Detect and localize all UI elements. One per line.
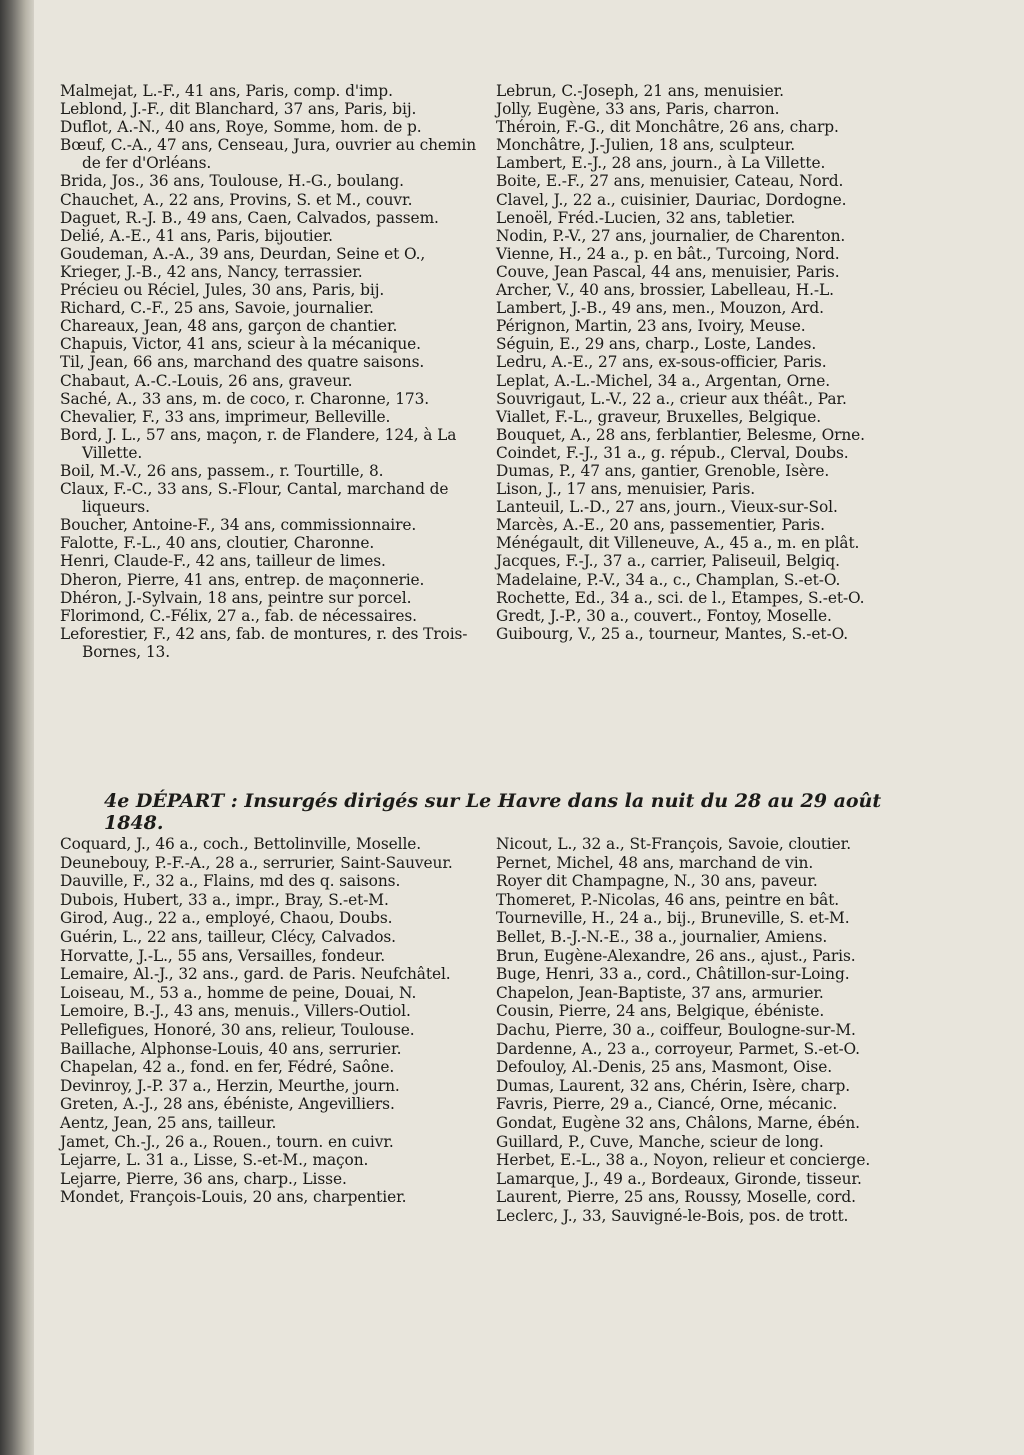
- list-entry: Pernet, Michel, 48 ans, marchand de vin.: [496, 853, 814, 872]
- list-entry: Chareaux, Jean, 48 ans, garçon de chantier.: [60, 317, 398, 336]
- list-entry: Mondet, François-Louis, 20 ans, charpentier.: [60, 1188, 407, 1207]
- list-entry: Coquard, J., 46 a., coch., Bettolinville, Moselle.: [60, 835, 422, 853]
- list-entry: Bord, J. L., 57 ans, maçon, r. de Flandere, 124, à La Villette.: [60, 425, 457, 462]
- list-entry: Rochette, Ed., 34 a., sci. de l., Etampes, S.-et-O.: [496, 588, 865, 607]
- list-entry: Royer dit Champagne, N., 30 ans, paveur.: [496, 872, 818, 891]
- list-entry: Boucher, Antoine-F., 34 ans, commissionnaire.: [60, 516, 417, 535]
- list-entry: Madelaine, P.-V., 34 a., c., Champlan, S.-et-O.: [496, 570, 841, 589]
- list-entry: Delié, A.-E., 41 ans, Paris, bijoutier.: [60, 226, 333, 245]
- list-entry: Tourneville, H., 24 a., bij., Bruneville, S. et-M.: [496, 909, 850, 928]
- list-entry: Falotte, F.-L., 40 ans, cloutier, Charonne.: [60, 534, 375, 553]
- list-entry: Dhéron, J.-Sylvain, 18 ans, peintre sur porcel.: [60, 588, 412, 607]
- list-entry: Duflot, A.-N., 40 ans, Roye, Somme, hom. de p.: [60, 118, 422, 137]
- list-entry: Lison, J., 17 ans, menuisier, Paris.: [496, 480, 756, 499]
- list-entry: Ledru, A.-E., 27 ans, ex-sous-officier, Paris.: [496, 353, 827, 372]
- list-entry: Horvatte, J.-L., 55 ans, Versailles, fondeur.: [60, 946, 385, 965]
- list-entry: Guérin, L., 22 ans, tailleur, Clécy, Calvados.: [60, 927, 396, 946]
- list-entry: Jamet, Ch.-J., 26 a., Rouen., tourn. en cuivr.: [60, 1132, 394, 1151]
- list-entry: Brida, Jos., 36 ans, Toulouse, H.-G., boulang.: [60, 172, 404, 191]
- list-entry: Marcès, A.-E., 20 ans, passementier, Paris.: [496, 516, 825, 535]
- list-entry: Dauville, F., 32 a., Flains, md des q. saisons.: [60, 872, 401, 891]
- list-entry: Defouloy, Al.-Denis, 25 ans, Masmont, Oise.: [496, 1058, 832, 1077]
- list-entry: Monchâtre, J.-Julien, 18 ans, sculpteur.: [496, 136, 796, 155]
- list-entry: Leforestier, F., 42 ans, fab. de montures, r. des Trois-Bornes, 13.: [60, 624, 468, 661]
- list-entry: Dachu, Pierre, 30 a., coiffeur, Boulogne-sur-M.: [496, 1020, 856, 1039]
- list-entry: Séguin, E., 29 ans, charp., Loste, Landes.: [496, 335, 817, 354]
- list-entry: Chauchet, A., 22 ans, Provins, S. et M., couvr.: [60, 190, 413, 209]
- top-section: [60, 82, 920, 661]
- list-entry: Dheron, Pierre, 41 ans, entrep. de maçonnerie.: [60, 570, 425, 589]
- list-entry: Jacques, F.-J., 37 a., carrier, Paliseuil, Belgiq.: [496, 552, 840, 571]
- list-entry: Boite, E.-F., 27 ans, menuisier, Cateau, Nord.: [496, 172, 844, 191]
- top-left-column: [60, 82, 484, 661]
- list-entry: Lambert, E.-J., 28 ans, journ., à La Villette.: [496, 154, 826, 173]
- list-entry: Coindet, F.-J., 31 a., g. répub., Clerval, Doubs.: [496, 443, 849, 462]
- list-entry: Malmejat, L.-F., 41 ans, Paris, comp. d'imp.: [60, 82, 393, 100]
- list-entry: Bouquet, A., 28 ans, ferblantier, Belesme, Orne.: [496, 425, 865, 444]
- list-entry: Lambert, J.-B., 49 ans, men., Mouzon, Ard.: [496, 299, 824, 318]
- list-entry: Leplat, A.-L.-Michel, 34 a., Argentan, Orne.: [496, 371, 831, 390]
- document-page: [34, 0, 1024, 1455]
- list-entry: Nodin, P.-V., 27 ans, journalier, de Charenton.: [496, 226, 846, 245]
- list-entry: Greten, A.-J., 28 ans, ébéniste, Angevilliers.: [60, 1095, 395, 1114]
- list-entry: Claux, F.-C., 33 ans, S.-Flour, Cantal, marchand de liqueurs.: [60, 480, 449, 517]
- list-entry: Baillache, Alphonse-Louis, 40 ans, serrurier.: [60, 1039, 402, 1058]
- list-entry: Favris, Pierre, 29 a., Ciancé, Orne, mécanic.: [496, 1095, 838, 1114]
- list-entry: Laurent, Pierre, 25 ans, Roussy, Moselle, cord.: [496, 1188, 856, 1207]
- list-entry: Leclerc, J., 33, Sauvigné-le-Bois, pos. de trott.: [496, 1206, 849, 1225]
- list-entry: Couve, Jean Pascal, 44 ans, menuisier, Paris.: [496, 262, 840, 281]
- list-entry: Bœuf, C.-A., 47 ans, Censeau, Jura, ouvrier au chemin de fer d'Orléans.: [60, 136, 477, 173]
- list-entry: Lemaire, Al.-J., 32 ans., gard. de Paris. Neufchâtel.: [60, 965, 451, 984]
- list-entry: Til, Jean, 66 ans, marchand des quatre saisons.: [60, 353, 425, 372]
- bottom-section: [60, 835, 920, 1225]
- top-right-column: [496, 82, 920, 661]
- list-entry: Guillard, P., Cuve, Manche, scieur de long.: [496, 1132, 824, 1151]
- list-entry: Chevalier, F., 33 ans, imprimeur, Belleville.: [60, 407, 391, 426]
- bottom-left-column: [60, 835, 484, 1225]
- list-entry: Buge, Henri, 33 a., cord., Châtillon-sur-Loing.: [496, 965, 850, 984]
- section-heading: 4e DÉPART : Insurgés dirigés sur Le Havre dans la nuit du 28 au 29 août 1848.: [104, 790, 882, 834]
- list-entry: Leblond, J.-F., dit Blanchard, 37 ans, Paris, bij.: [60, 100, 417, 119]
- list-entry: Guibourg, V., 25 a., tourneur, Mantes, S.-et-O.: [496, 624, 848, 643]
- list-entry: Deunebouy, P.-F.-A., 28 a., serrurier, Saint-Sauveur.: [60, 853, 453, 872]
- list-entry: Lebrun, C.-Joseph, 21 ans, menuisier.: [496, 82, 784, 100]
- list-entry: Aentz, Jean, 25 ans, tailleur.: [60, 1113, 277, 1132]
- list-entry: Richard, C.-F., 25 ans, Savoie, journalier.: [60, 299, 374, 318]
- list-entry: Dubois, Hubert, 33 a., impr., Bray, S.-et-M.: [60, 890, 389, 909]
- list-entry: Dardenne, A., 23 a., corroyeur, Parmet, S.-et-O.: [496, 1039, 860, 1058]
- list-entry: Jolly, Eugène, 33 ans, Paris, charron.: [496, 100, 780, 119]
- list-entry: Lenoël, Fréd.-Lucien, 32 ans, tabletier.: [496, 208, 796, 227]
- list-entry: Archer, V., 40 ans, brossier, Labelleau, H.-L.: [496, 281, 834, 300]
- list-entry: Souvrigaut, L.-V., 22 a., crieur aux théât., Par.: [496, 389, 847, 408]
- list-entry: Précieu ou Réciel, Jules, 30 ans, Paris, bij.: [60, 281, 385, 300]
- list-entry: Pellefigues, Honoré, 30 ans, relieur, Toulouse.: [60, 1020, 415, 1039]
- list-entry: Bellet, B.-J.-N.-E., 38 a., journalier, Amiens.: [496, 927, 828, 946]
- list-entry: Vienne, H., 24 a., p. en bât., Turcoing, Nord.: [496, 244, 840, 263]
- list-entry: Gredt, J.-P., 30 a., couvert., Fontoy, Moselle.: [496, 606, 832, 625]
- list-entry: Ménégault, dit Villeneuve, A., 45 a., m. en plât.: [496, 534, 860, 553]
- list-entry: Thomeret, P.-Nicolas, 46 ans, peintre en bât.: [496, 890, 840, 909]
- list-entry: Florimond, C.-Félix, 27 a., fab. de nécessaires.: [60, 606, 417, 625]
- list-entry: Théroin, F.-G., dit Monchâtre, 26 ans, charp.: [496, 118, 839, 137]
- list-entry: Henri, Claude-F., 42 ans, tailleur de limes.: [60, 552, 386, 571]
- list-entry: Girod, Aug., 22 a., employé, Chaou, Doubs.: [60, 909, 393, 928]
- list-entry: Chabaut, A.-C.-Louis, 26 ans, graveur.: [60, 371, 353, 390]
- list-entry: Lejarre, L. 31 a., Lisse, S.-et-M., maçon.: [60, 1151, 369, 1170]
- list-entry: Lemoire, B.-J., 43 ans, menuis., Villers-Outiol.: [60, 1002, 411, 1021]
- list-entry: Brun, Eugène-Alexandre, 26 ans., ajust., Paris.: [496, 946, 856, 965]
- list-entry: Saché, A., 33 ans, m. de coco, r. Charonne, 173.: [60, 389, 430, 408]
- list-entry: Lanteuil, L.-D., 27 ans, journ., Vieux-sur-Sol.: [496, 498, 838, 517]
- bottom-right-column: [496, 835, 920, 1225]
- list-entry: Pérignon, Martin, 23 ans, Ivoiry, Meuse.: [496, 317, 806, 336]
- list-entry: Viallet, F.-L., graveur, Bruxelles, Belgique.: [496, 407, 822, 426]
- list-entry: Daguet, R.-J. B., 49 ans, Caen, Calvados, passem.: [60, 208, 439, 227]
- list-entry: Dumas, P., 47 ans, gantier, Grenoble, Isère.: [496, 461, 830, 480]
- list-entry: Chapuis, Victor, 41 ans, scieur à la mécanique.: [60, 335, 421, 354]
- list-entry: Lejarre, Pierre, 36 ans, charp., Lisse.: [60, 1169, 347, 1188]
- list-entry: Clavel, J., 22 a., cuisinier, Dauriac, Dordogne.: [496, 190, 847, 209]
- list-entry: Dumas, Laurent, 32 ans, Chérin, Isère, charp.: [496, 1076, 851, 1095]
- list-entry: Devinroy, J.-P. 37 a., Herzin, Meurthe, journ.: [60, 1076, 400, 1095]
- list-entry: Krieger, J.-B., 42 ans, Nancy, terrassier.: [60, 262, 363, 281]
- list-entry: Cousin, Pierre, 24 ans, Belgique, ébéniste.: [496, 1002, 825, 1021]
- list-entry: Chapelon, Jean-Baptiste, 37 ans, armurier.: [496, 983, 824, 1002]
- list-entry: Nicout, L., 32 a., St-François, Savoie, cloutier.: [496, 835, 852, 853]
- book-spine-shadow: [0, 0, 34, 1455]
- list-entry: Chapelan, 42 a., fond. en fer, Fédré, Saône.: [60, 1058, 395, 1077]
- list-entry: Goudeman, A.-A., 39 ans, Deurdan, Seine et O.,: [60, 244, 426, 263]
- list-entry: Herbet, E.-L., 38 a., Noyon, relieur et concierge.: [496, 1151, 871, 1170]
- list-entry: Gondat, Eugène 32 ans, Châlons, Marne, ébén.: [496, 1113, 860, 1132]
- list-entry: Lamarque, J., 49 a., Bordeaux, Gironde, tisseur.: [496, 1169, 862, 1188]
- list-entry: Loiseau, M., 53 a., homme de peine, Douai, N.: [60, 983, 417, 1002]
- list-entry: Boil, M.-V., 26 ans, passem., r. Tourtille, 8.: [60, 461, 384, 480]
